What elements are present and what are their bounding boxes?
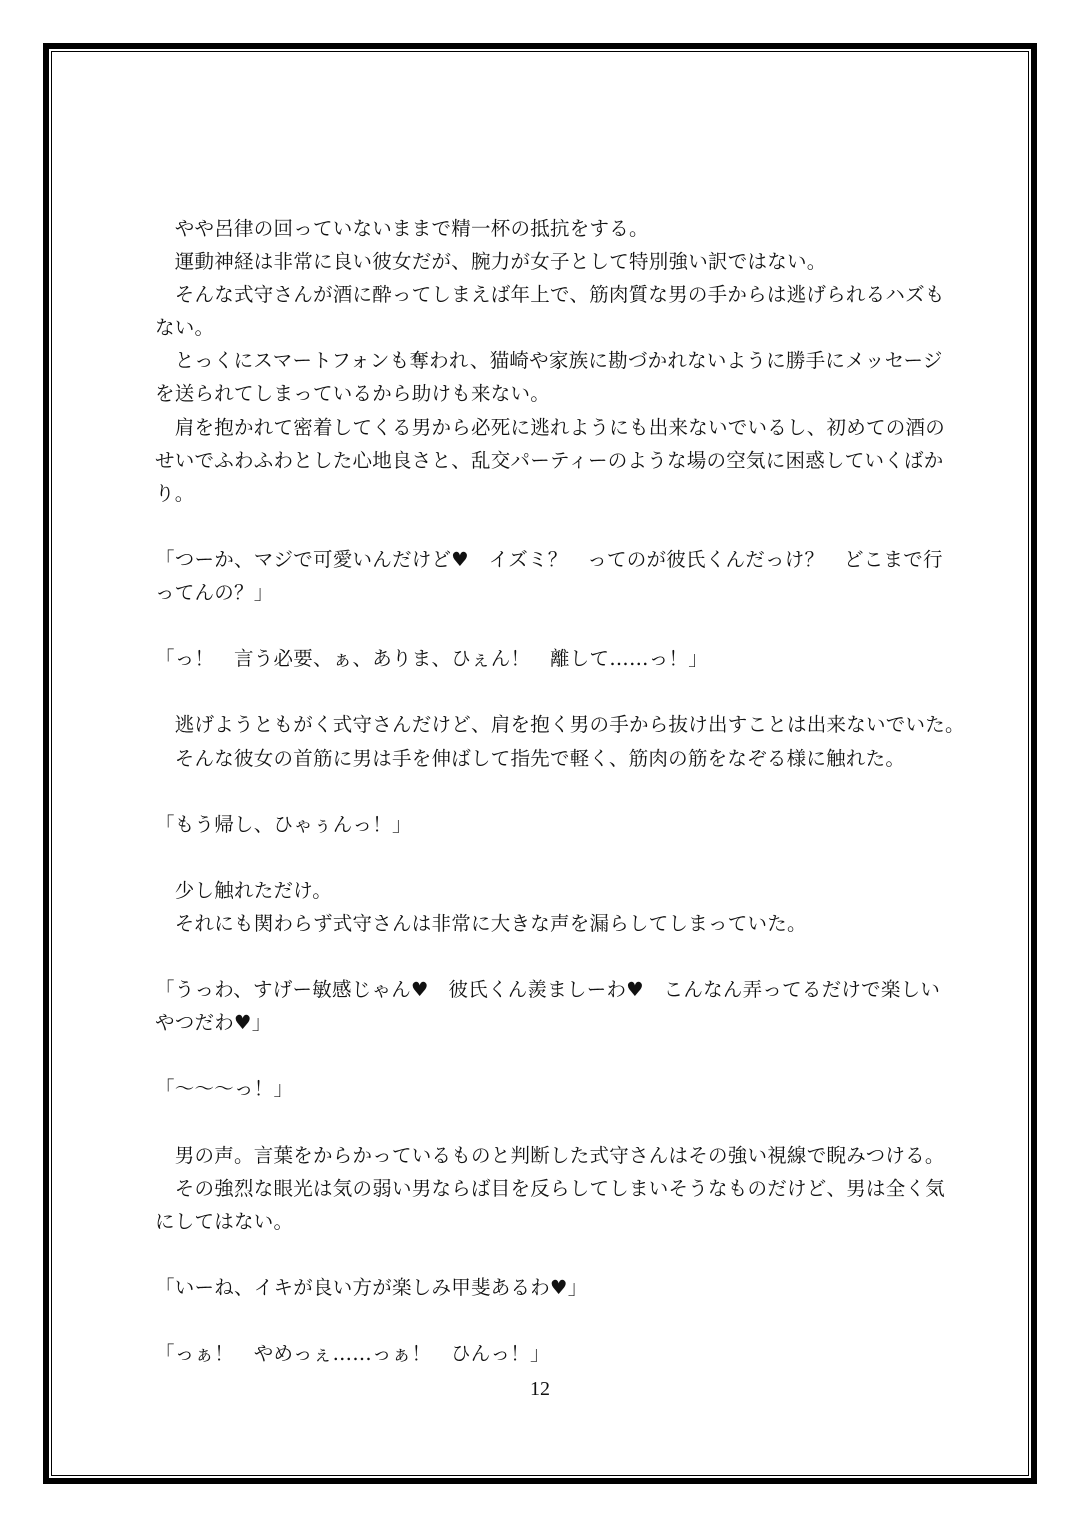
text-line: ってんの？」 [155,581,274,605]
text-line: 「いーね、イキが良い方が楽しみ甲斐あるわ♥」 [155,1276,588,1299]
text-line: り。 [155,481,195,505]
blank-line [155,1039,935,1072]
text-line: 肩を抱かれて密着してくる男から必死に逃れようにも出来ないでいるし、初めての酒の [155,415,946,439]
text-line: 「っ！ 言う必要、ぁ、ありま、ひぇん！ 離して……っ！」 [155,647,709,671]
text-line: 「〜〜〜っ！」 [155,1077,294,1101]
blank-line [155,1304,935,1337]
blank-line [155,1238,935,1271]
blank-line [155,510,935,543]
text-line: を送られてしまっているから助けも来ない。 [155,382,551,406]
blank-line [155,1106,935,1139]
text-line: 男の声。言葉をからかっているものと判断した式守さんはその強い視線で睨みつける。 [155,1143,945,1167]
blank-line [155,775,935,808]
blank-line [155,841,935,874]
text-line: 「もう帰し、ひゃぅんっ！」 [155,812,412,836]
text-line: それにも関わらず式守さんは非常に大きな声を漏らしてしまっていた。 [155,911,807,935]
text-line: せいでふわふわとした心地良さと、乱交パーティーのような場の空気に困惑していくばか [155,448,944,472]
page-number: 12 [530,1378,550,1400]
text-line: 「っぁ！ やめっぇ……っぁ！ ひんっ！」 [155,1342,550,1366]
text-line: にしてはない。 [155,1209,294,1233]
blank-line [155,609,935,642]
text-line: やや呂律の回っていないままで精一杯の抵抗をする。 [155,217,649,240]
text-line: やつだわ♥」 [155,1011,272,1035]
text-line: とっくにスマートフォンも奪われ、猫崎や家族に勘づかれないように勝手にメッセージ [155,349,943,373]
text-line: 「うっわ、すげー敏感じゃん♥ 彼氏くん羨ましーわ♥ こんなん弄ってるだけで楽しい [155,978,941,1002]
text-line: そんな式守さんが酒に酔ってしまえば年上で、筋肉質な男の手からは逃げられるハズも [155,283,945,307]
text-line: 「つーか、マジで可愛いんだけど♥ イズミ？ ってのが彼氏くんだっけ？ どこまで行 [155,547,943,571]
text-line: 少し触れただけ。 [155,878,332,902]
blank-line [155,940,935,973]
text-line: そんな彼女の首筋に男は手を伸ばして指先で軽く、筋肉の筋をなぞる様に触れた。 [155,746,906,770]
text-line: 逃げようともがく式守さんだけど、肩を抱く男の手から抜け出すことは出来ないでいた。 [155,713,965,737]
text-line: 運動神経は非常に良い彼女だが、腕力が女子として特別強い訳ではない。 [155,250,827,274]
body-text [155,212,965,1370]
blank-line [155,675,935,708]
text-line: ない。 [155,316,215,340]
text-line: その強烈な眼光は気の弱い男ならば目を反らしてしまいそうなものだけど、男は全く気 [155,1176,946,1200]
